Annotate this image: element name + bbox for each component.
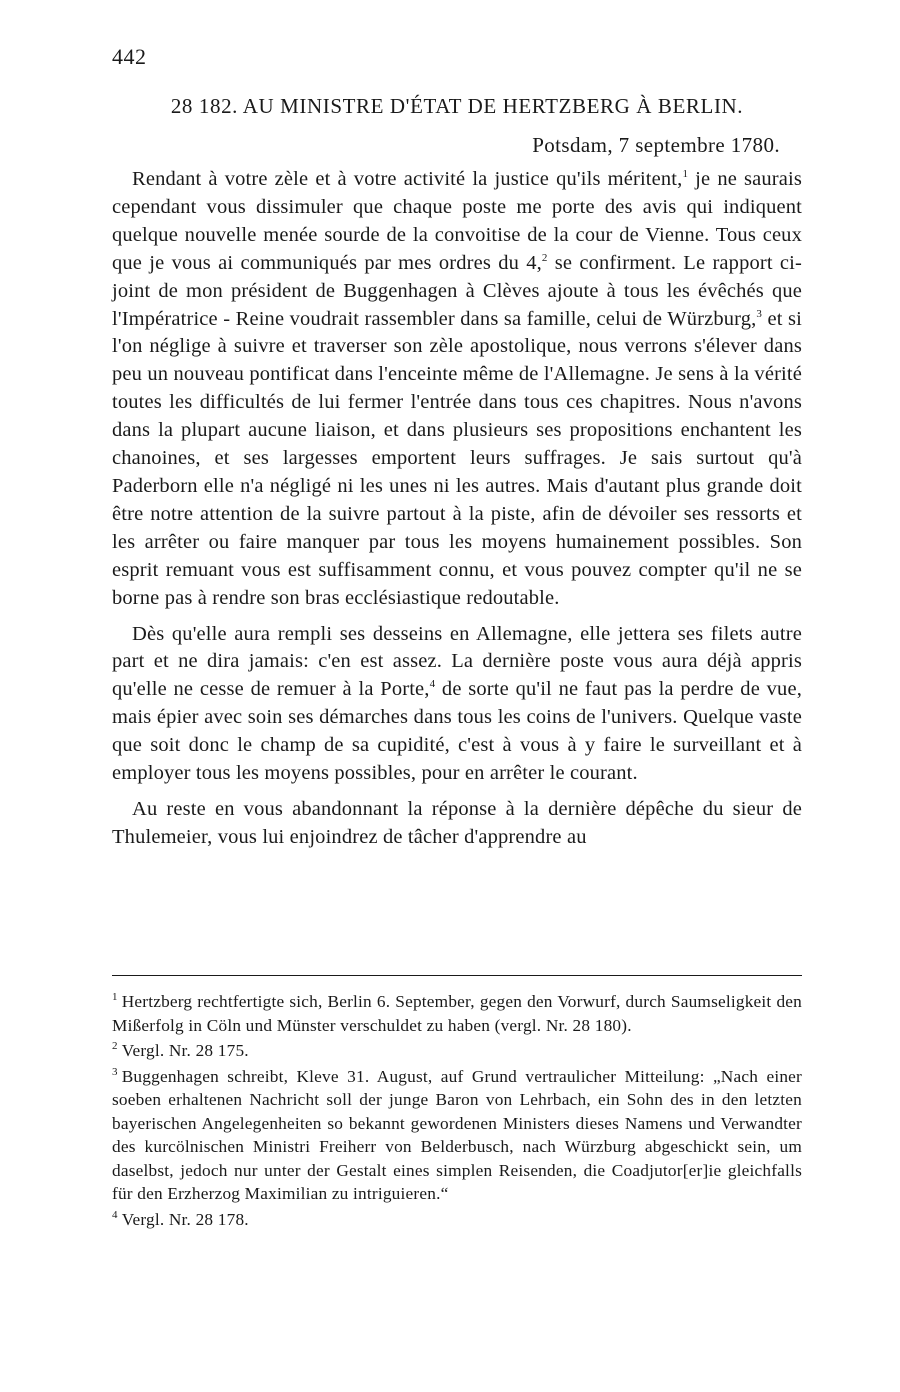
paragraph-text: de sorte qu'il ne faut pas la perdre de vue, mais épier avec soin ses démarches dans tous les coins de l'univers. Quelque vaste que soit donc le champ de sa cupidité, c'est à vous à y faire le surveillant et à employer tous les moyens possibles, pour en arrêter le courant. xyxy=(112,678,802,785)
letter-body xyxy=(112,166,802,860)
footnote-ref: 1 xyxy=(682,168,689,181)
paragraph xyxy=(112,621,802,788)
footnote xyxy=(112,1065,802,1206)
footnote xyxy=(112,990,802,1037)
footnote-text: Vergl. Nr. 28 175. xyxy=(121,1041,249,1060)
footnote-number: 1 xyxy=(112,991,118,1004)
footnote-ref: 2 xyxy=(541,251,548,264)
footnote-divider xyxy=(112,975,802,976)
paragraph-text: Dès qu'elle aura rempli ses desseins en Allemagne, elle jettera ses filets autre part et ne dira jamais: c'en est assez. La dernière poste vous aura déjà appris qu'elle ne cesse de remuer à la Porte, xyxy=(112,622,802,701)
footnote xyxy=(112,1039,802,1063)
page-number: 442 xyxy=(112,44,147,69)
paragraph-text: je ne saurais cependant vous dissimuler que chaque poste me porte des avis qui indiquent quelque nouvelle menée sourde de la convoitise de la cour de Vienne. Tous ceux que je vous ai communiqués par mes ordres du 4, xyxy=(112,168,803,274)
paragraph-text: et si l'on néglige à suivre et traverser son zèle apostolique, nous verrons s'élever dans peu un nouveau pontificat dans l'enceinte même de l'Allemagne. Je sens à la vérité toutes les difficultés de lui fermer l'entrée dans tous ces chapitres. Nous n'avons dans la plupart aucune liaison, et dans plusieurs ses propositions enchantent les chanoines, et ses largesses emportent leurs suffrages. Je sais surtout qu'à Paderborn elle n'a négligé ni les unes ni les autres. Mais d'autant plus grande doit être notre attention de la suivre partout à la piste, afin de dévoiler ses ressorts et les arrêter ou faire manquer par tous les moyens humainement possibles. Son esprit remuant vous est suffisamment connu, et vous pouvez compter qu'il ne se borne pas à rendre son bras ecclésiastique redoutable. xyxy=(112,307,802,609)
paragraph xyxy=(112,166,802,613)
footnote-number: 4 xyxy=(112,1208,118,1221)
paragraph-text: Au reste en vous abandonnant la réponse à la dernière dépêche du sieur de Thulemeier, vous lui enjoindrez de tâcher d'apprendre au xyxy=(112,797,802,848)
footnote-ref: 4 xyxy=(429,678,436,691)
dateline: Potsdam, 7 septembre 1780. xyxy=(532,133,780,157)
footnote-text: Buggenhagen schreibt, Kleve 31. August, auf Grund vertraulicher Mitteilung: „Nach einer soeben erhaltenen Nachricht soll der junge Baron von Lehrbach, ein Sohn des in den letzten bayerischen Angelegenheiten so bekannt gewordenen Ministers dieses Namens und Verwandter des kurcölnischen Ministri Freiherr von Belderbusch, nach Würzburg abgeschickt sein, um daselbst, jedoch nur unter der Gestalt eines simplen Reisenden, die Coadjutor[er]ie gleichfalls für den Erzherzog Maximilian zu intriguieren.“ xyxy=(112,1066,802,1203)
letter-heading: 28 182. AU MINISTRE D'ÉTAT DE HERTZBERG À BERLIN. xyxy=(170,94,744,118)
footnote-ref: 3 xyxy=(756,307,763,320)
footnote-text: Vergl. Nr. 28 178. xyxy=(121,1209,249,1229)
footnote xyxy=(112,1208,802,1232)
paragraph-text: Rendant à votre zèle et à votre activité la justice qu'ils méritent, xyxy=(132,168,683,190)
footnote-text: Hertzberg rechtfertigte sich, Berlin 6. September, gegen den Vorwurf, durch Saumseligkeit den Mißerfolg in Cöln und Münster verschuldet zu haben (vergl. Nr. 28 180). xyxy=(112,992,802,1035)
footnotes xyxy=(112,990,802,1233)
footnote-number: 3 xyxy=(112,1065,118,1078)
paragraph-text: se confirment. Le rapport ci-joint de mon président de Buggenhagen à Clèves ajoute à tous les évêchés que l'Impératrice - Reine voudrait rassembler dans sa famille, celui de Würzburg, xyxy=(112,251,802,330)
paragraph xyxy=(112,796,802,852)
footnote-number: 2 xyxy=(112,1040,118,1053)
